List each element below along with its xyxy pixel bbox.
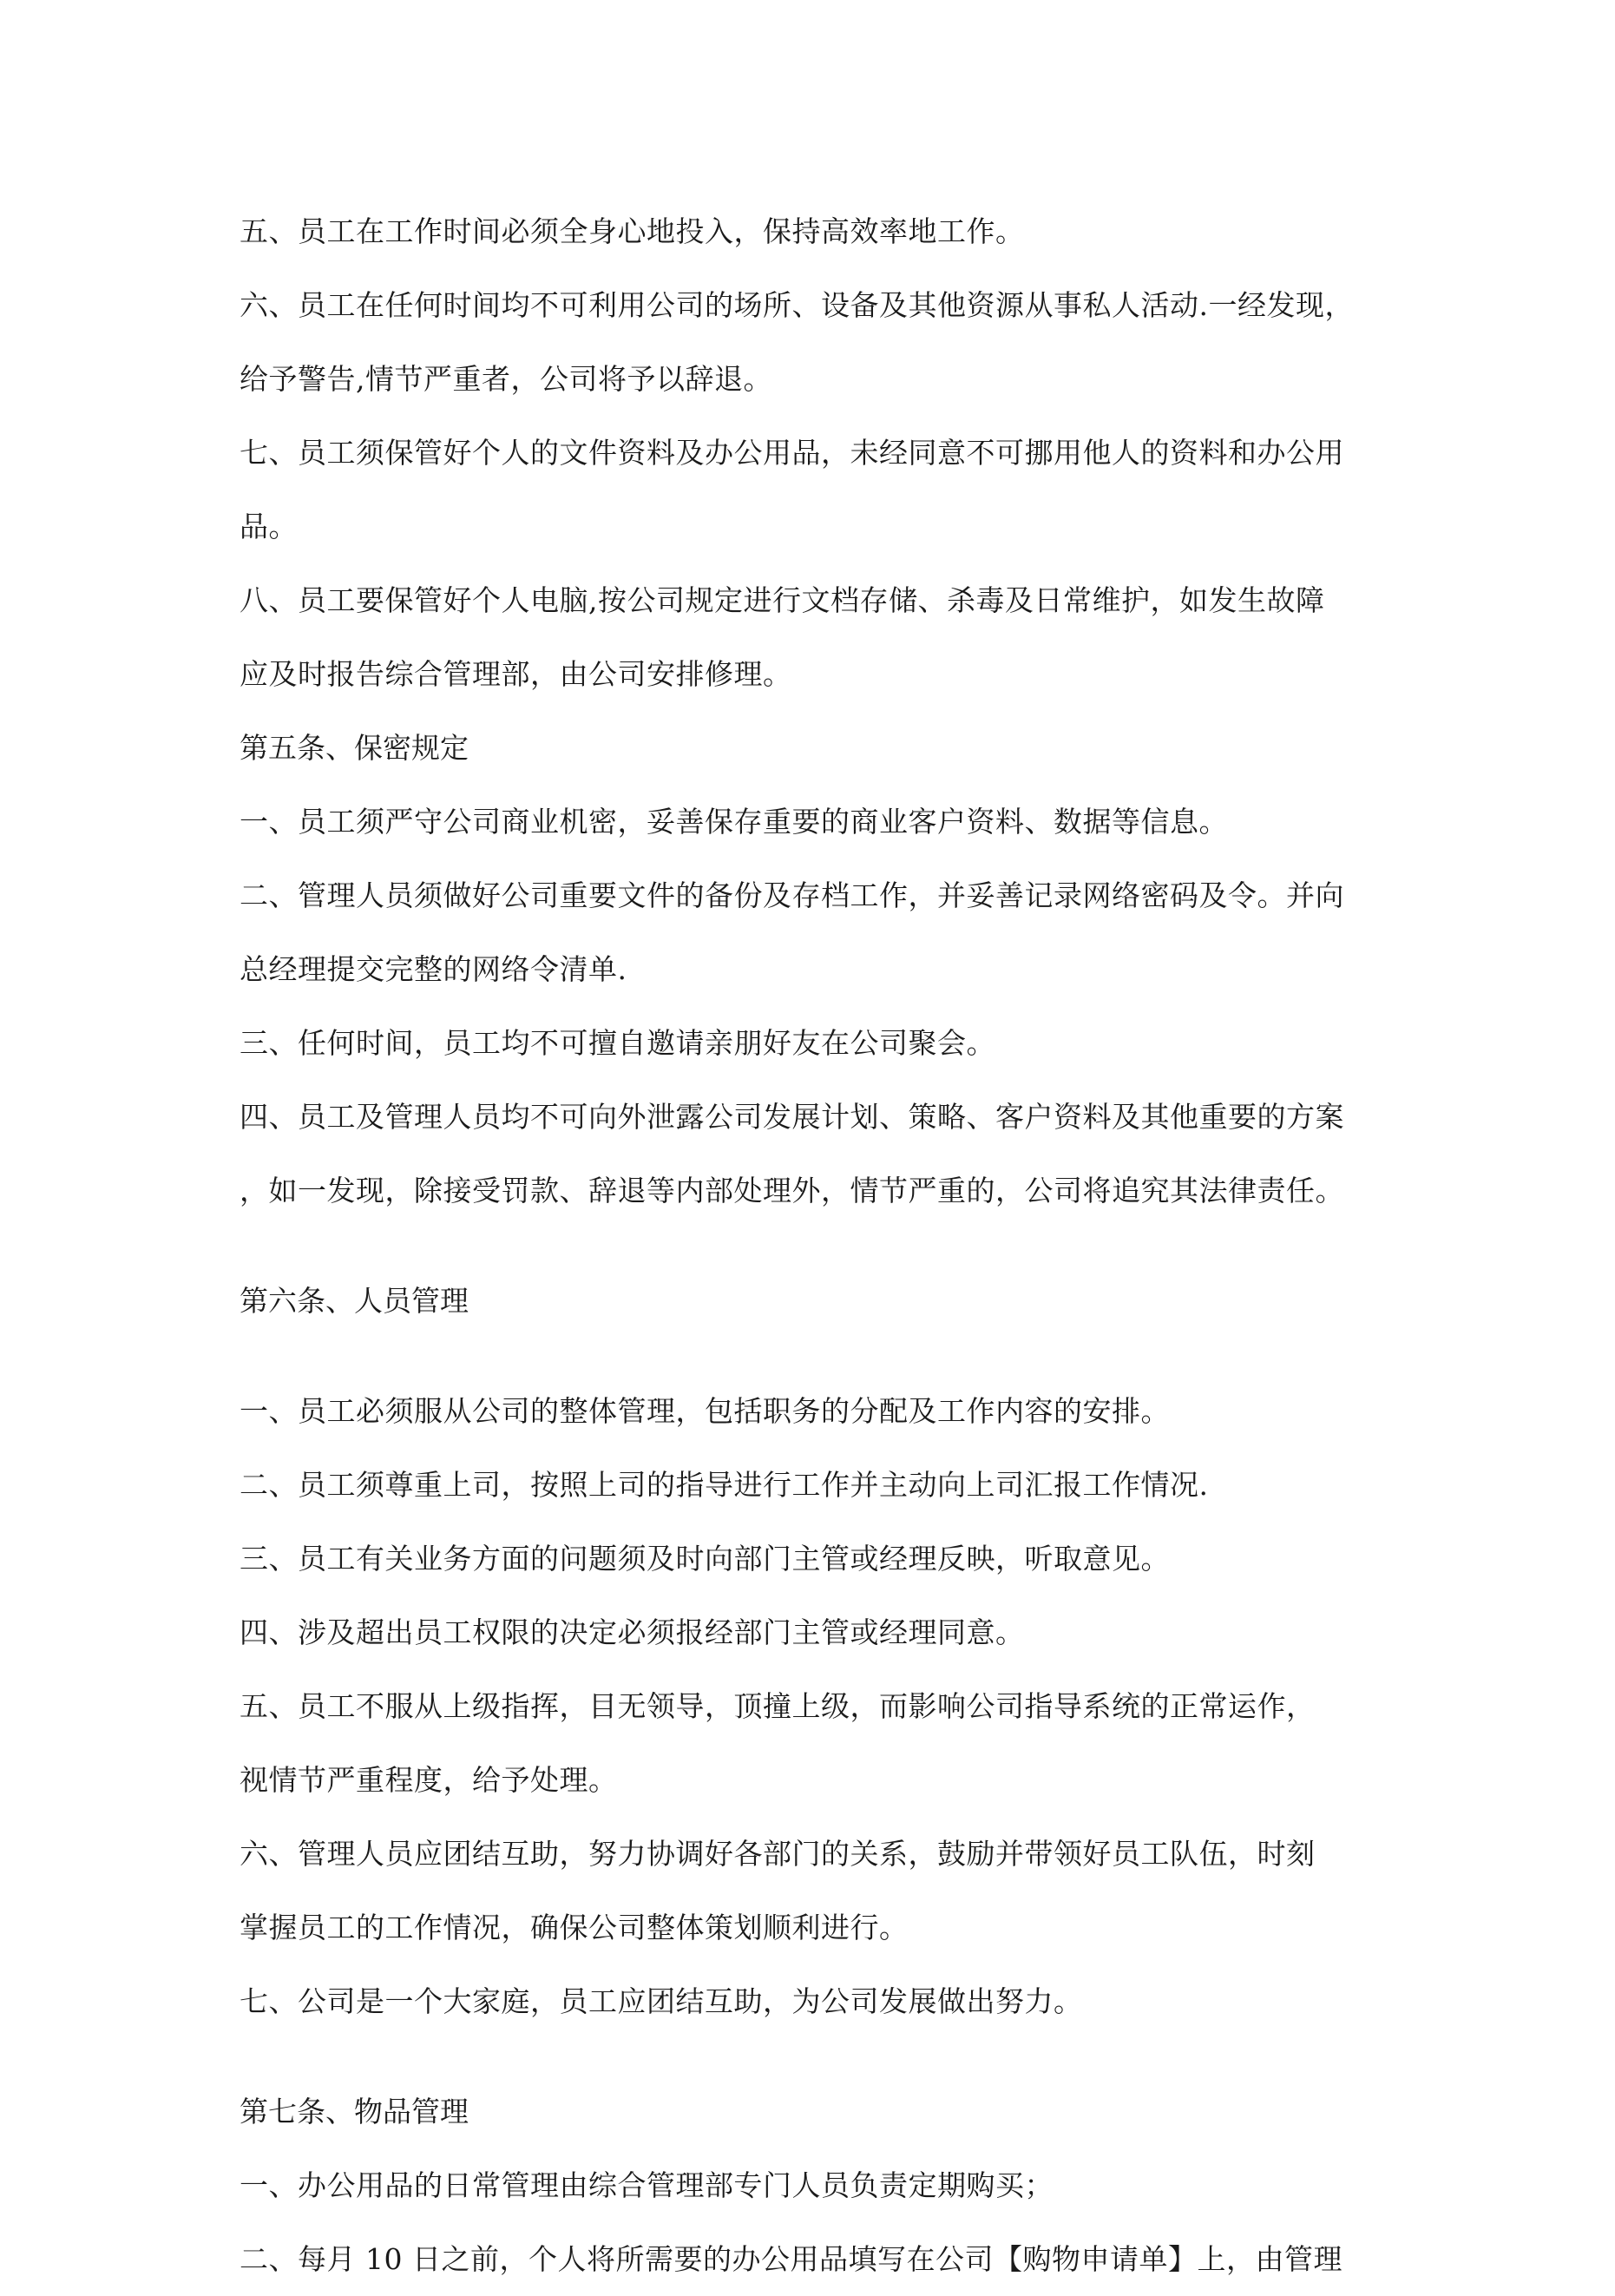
section-6-item-2: 二、员工须尊重上司，按照上司的指导进行工作并主动向上司汇报工作情况. (240, 1468, 1209, 1502)
spacer (240, 1338, 1399, 1374)
rule-5-item-6: 六、员工在任何时间均不可利用公司的场所、设备及其他资源从事私人活动.一经发现， 给予警告,情节严重者，公司将予以辞退。 (240, 288, 1354, 396)
section-heading-7: 第七条、物品管理 (240, 2095, 469, 2128)
rule-5-item-5: 五、员工在工作时间必须全身心地投入，保持高效率地工作。 (240, 214, 1025, 248)
section-6-item-7: 七、公司是一个大家庭，员工应团结互助，为公司发展做出努力。 (240, 1984, 1083, 2018)
section-5-item-3: 三、任何时间，员工均不可擅自邀请亲朋好友在公司聚会。 (240, 1026, 995, 1060)
section-7-item-1: 一、办公用品的日常管理由综合管理部专门人员负责定期购买； (240, 2168, 1054, 2202)
section-6-item-4: 四、涉及超出员工权限的决定必须报经部门主管或经理同意。 (240, 1615, 1025, 1649)
section-6-item-6: 六、管理人员应团结互助，努力协调好各部门的关系，鼓励并带领好员工队伍，时刻 掌握员工的工作情况，确保公司整体策划顺利进行。 (240, 1837, 1316, 1944)
spacer (240, 2038, 1399, 2075)
spacer (240, 1227, 1399, 1264)
section-5-item-4: 四、员工及管理人员均不可向外泄露公司发展计划、策略、客户资料及其他重要的方案 ，如一发现，除接受罚款、辞退等内部处理外，情节严重的，公司将追究其法律责任。 (240, 1100, 1344, 1207)
section-6-item-5: 五、员工不服从上级指挥，目无领导，顶撞上级，而影响公司指导系统的正常运作， 视情节严重程度，给予处理。 (240, 1689, 1316, 1797)
rule-5-item-8: 八、员工要保管好个人电脑,按公司规定进行文档存储、杀毒及日常维护，如发生故障 应及时报告综合管理部，由公司安排修理。 (240, 583, 1325, 691)
rule-5-item-7: 七、员工须保管好个人的文件资料及办公用品，未经同意不可挪用他人的资料和办公用 品。 (240, 436, 1344, 543)
document-body (240, 194, 1399, 2296)
section-heading-5: 第五条、保密规定 (240, 731, 469, 765)
section-5-item-2: 二、管理人员须做好公司重要文件的备份及存档工作，并妥善记录网络密码及令。并向 总经理提交完整的网络令清单. (240, 878, 1344, 986)
section-heading-6: 第六条、人员管理 (240, 1284, 469, 1318)
section-5-item-1: 一、员工须严守公司商业机密，妥善保存重要的商业客户资料、数据等信息。 (240, 805, 1228, 839)
section-6-item-3: 三、员工有关业务方面的问题须及时向部门主管或经理反映，听取意见。 (240, 1542, 1170, 1576)
section-6-item-1: 一、员工必须服从公司的整体管理，包括职务的分配及工作内容的安排。 (240, 1394, 1170, 1428)
section-7-item-2: 二、每月 10 日之前，个人将所需要的办公用品填写在公司【购物申请单】上，由管理 (240, 2242, 1343, 2276)
